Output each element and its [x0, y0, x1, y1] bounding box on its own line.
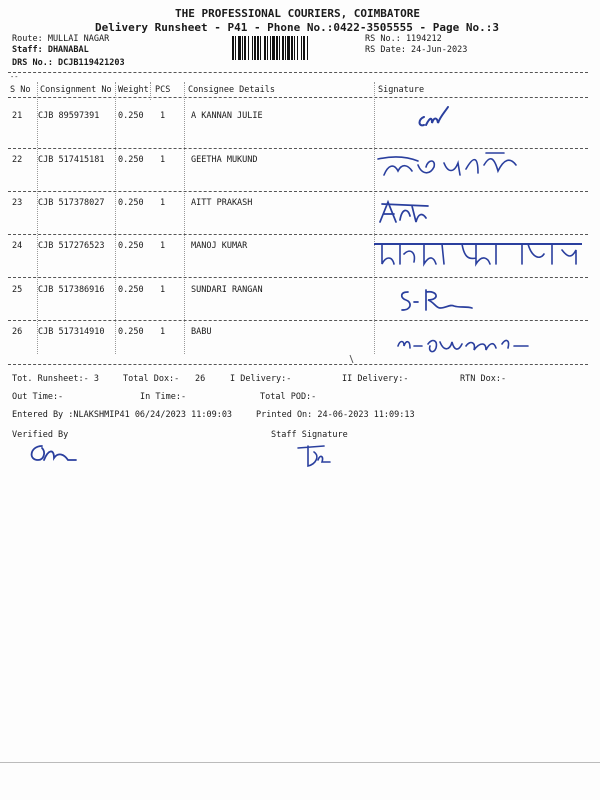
row-consignee: SUNDARI RANGAN [191, 285, 263, 295]
column-separator [115, 82, 116, 354]
row-sno: 24 [12, 241, 23, 251]
divider [8, 97, 588, 98]
col-consignment: Consignment No [40, 85, 112, 95]
total-dox-value: 26 [195, 374, 206, 384]
row-weight: 0.250 [118, 285, 144, 295]
row-consignee: A KANNAN JULIE [191, 111, 263, 121]
column-separator [150, 82, 151, 100]
row-consignment: CJB 517276523 [38, 241, 105, 251]
row-consignment: CJB 517415181 [38, 155, 105, 165]
row-sno: 22 [12, 155, 23, 165]
row-weight: 0.250 [118, 241, 144, 251]
company-title: THE PROFESSIONAL COURIERS, COIMBATORE [175, 7, 421, 20]
route-label: Route: MULLAI NAGAR [12, 34, 110, 44]
out-time: Out Time:- [12, 392, 64, 402]
row-consignee: MANOJ KUMAR [191, 241, 248, 251]
col-pcs: PCS [155, 85, 171, 95]
row-consignment: CJB 517314910 [38, 327, 105, 337]
rs-number: RS No.: 1194212 [365, 34, 442, 44]
column-separator [184, 82, 185, 354]
staff-signature [294, 440, 334, 470]
row-sno: 21 [12, 111, 23, 121]
drs-label: DRS No.: DCJB119421203 [12, 58, 125, 68]
col-signature: Signature [378, 85, 425, 95]
row-consignment: CJB 517386916 [38, 285, 105, 295]
row-pcs: 1 [160, 285, 166, 295]
divider [8, 364, 588, 365]
divider [8, 191, 588, 192]
signature-row-21 [410, 103, 460, 133]
divider [8, 320, 588, 321]
row-consignee: AITT PRAKASH [191, 198, 253, 208]
row-sno: 26 [12, 327, 23, 337]
printed-on: Printed On: 24-06-2023 11:09:13 [256, 410, 415, 420]
signature-row-25 [394, 284, 494, 316]
signature-row-22 [374, 145, 534, 187]
second-delivery: II Delivery:- [342, 374, 409, 384]
first-delivery: I Delivery:- [230, 374, 292, 384]
row-pcs: 1 [160, 155, 166, 165]
scan-edge [0, 762, 600, 763]
stray-mark [349, 354, 355, 364]
signature-row-23 [376, 194, 436, 228]
verifier-signature [24, 440, 80, 466]
row-sno: 23 [12, 198, 23, 208]
rs-date: RS Date: 24-Jun-2023 [365, 45, 468, 55]
barcode-bar [308, 36, 309, 60]
divider [8, 72, 588, 73]
total-pod: Total POD:- [260, 392, 317, 402]
runsheet-heading: Delivery Runsheet - P41 - Phone No.:0422-3505555 - Page No.:3 [95, 21, 499, 34]
row-pcs: 1 [160, 241, 166, 251]
staff-signature-label: Staff Signature [271, 430, 348, 440]
barcode-image [232, 36, 357, 60]
entered-by: Entered By :NLAKSHMIP41 06/24/2023 11:09:03 [12, 410, 233, 420]
row-consignee: BABU [191, 327, 212, 337]
row-pcs: 1 [160, 198, 166, 208]
in-time: In Time:- [140, 392, 187, 402]
row-consignee: GEETHA MUKUND [191, 155, 258, 165]
row-weight: 0.250 [118, 111, 144, 121]
total-runsheet: Tot. Runsheet:- 3 [12, 374, 99, 384]
col-weight: Weight [118, 85, 149, 95]
row-weight: 0.250 [118, 198, 144, 208]
col-sno: S No [10, 85, 31, 95]
column-separator [37, 82, 38, 354]
signature-row-26 [394, 328, 534, 360]
verified-by-label: Verified By [12, 430, 69, 440]
row-pcs: 1 [160, 327, 166, 337]
staff-label: Staff: DHANABAL [12, 45, 89, 55]
row-sno: 25 [12, 285, 23, 295]
rtn-dox: RTN Dox:- [460, 374, 507, 384]
table-marker: -- [10, 73, 19, 81]
row-weight: 0.250 [118, 155, 144, 165]
signature-row-24 [372, 234, 587, 274]
col-consignee: Consignee Details [188, 85, 275, 95]
row-weight: 0.250 [118, 327, 144, 337]
column-separator [374, 82, 375, 354]
divider [8, 277, 588, 278]
total-dox-label: Total Dox:- [123, 374, 180, 384]
row-pcs: 1 [160, 111, 166, 121]
row-consignment: CJB 89597391 [38, 111, 100, 121]
row-consignment: CJB 517378027 [38, 198, 105, 208]
